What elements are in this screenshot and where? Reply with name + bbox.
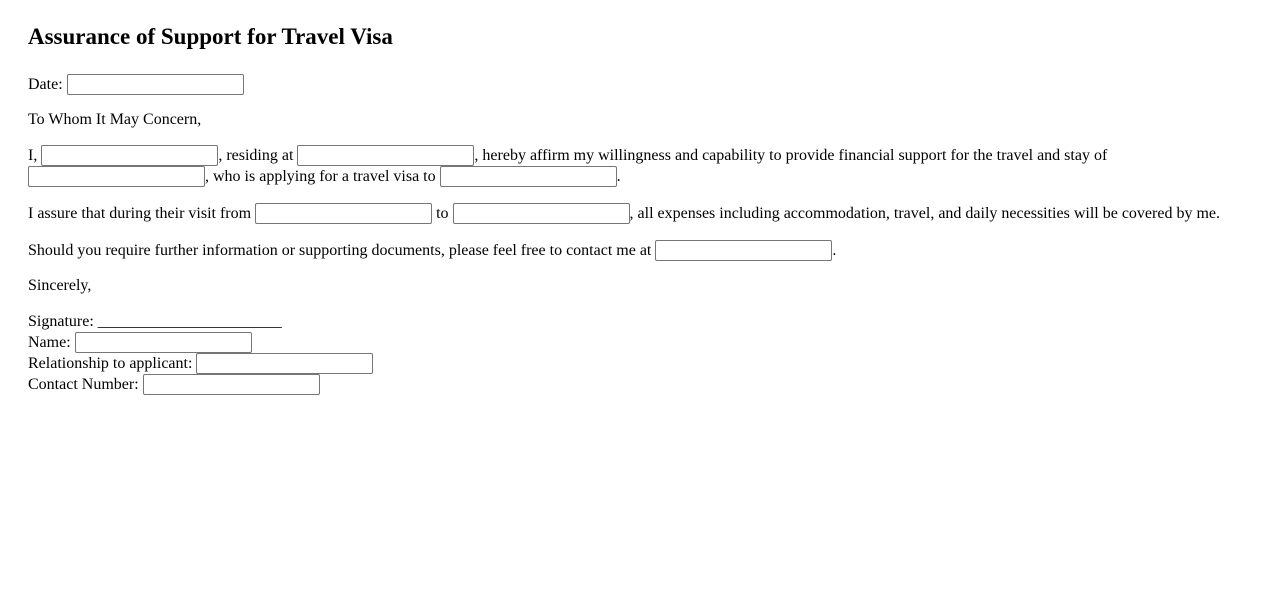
affirmation-seg-affirm: , hereby affirm my willingness and capability to provide financial support for the travel and stay of — [474, 147, 1108, 164]
closing: Sincerely, — [28, 277, 92, 294]
contact-paragraph — [28, 240, 1250, 261]
signature-line: _______________________ — [97, 313, 282, 330]
contact-seg-end: . — [832, 242, 837, 259]
contact-seg-intro: Should you require further information or supporting documents, please feel free to contact me at — [28, 242, 656, 259]
signature-label: Signature: — [28, 313, 98, 330]
affirmation-paragraph — [28, 145, 1250, 187]
applicant-name-input[interactable] — [28, 166, 205, 187]
destination-country-input[interactable] — [440, 166, 617, 187]
affirmation-seg-residing: , residing at — [218, 147, 298, 164]
affirmation-seg-i: I, — [28, 147, 42, 164]
assurance-seg-from: I assure that during their visit from — [28, 205, 256, 222]
affirmation-seg-end: . — [616, 168, 621, 185]
name-label: Name: — [28, 334, 75, 352]
sponsor-address-input[interactable] — [297, 145, 474, 166]
signee-name-input[interactable] — [75, 332, 252, 353]
sponsor-name-input[interactable] — [41, 145, 218, 166]
page-title: Assurance of Support for Travel Visa — [28, 24, 393, 49]
contact-info-input[interactable] — [655, 240, 832, 261]
date-input[interactable] — [67, 74, 244, 95]
visit-end-date-input[interactable] — [453, 203, 630, 224]
salutation: To Whom It May Concern, — [28, 111, 202, 128]
assurance-seg-expenses: , all expenses including accommodation, travel, and daily necessities will be covered by me. — [629, 205, 1220, 222]
signature-block — [28, 311, 1250, 395]
relationship-input[interactable] — [196, 353, 373, 374]
contact-number-input[interactable] — [143, 374, 320, 395]
date-line — [28, 74, 1250, 95]
assurance-paragraph — [28, 203, 1250, 224]
assurance-seg-to: to — [432, 205, 453, 222]
affirmation-seg-applying: , who is applying for a travel visa to — [205, 168, 440, 185]
visit-start-date-input[interactable] — [255, 203, 432, 224]
date-label: Date: — [28, 76, 67, 93]
relationship-label: Relationship to applicant: — [28, 355, 197, 373]
contact-number-label: Contact Number: — [28, 376, 143, 394]
